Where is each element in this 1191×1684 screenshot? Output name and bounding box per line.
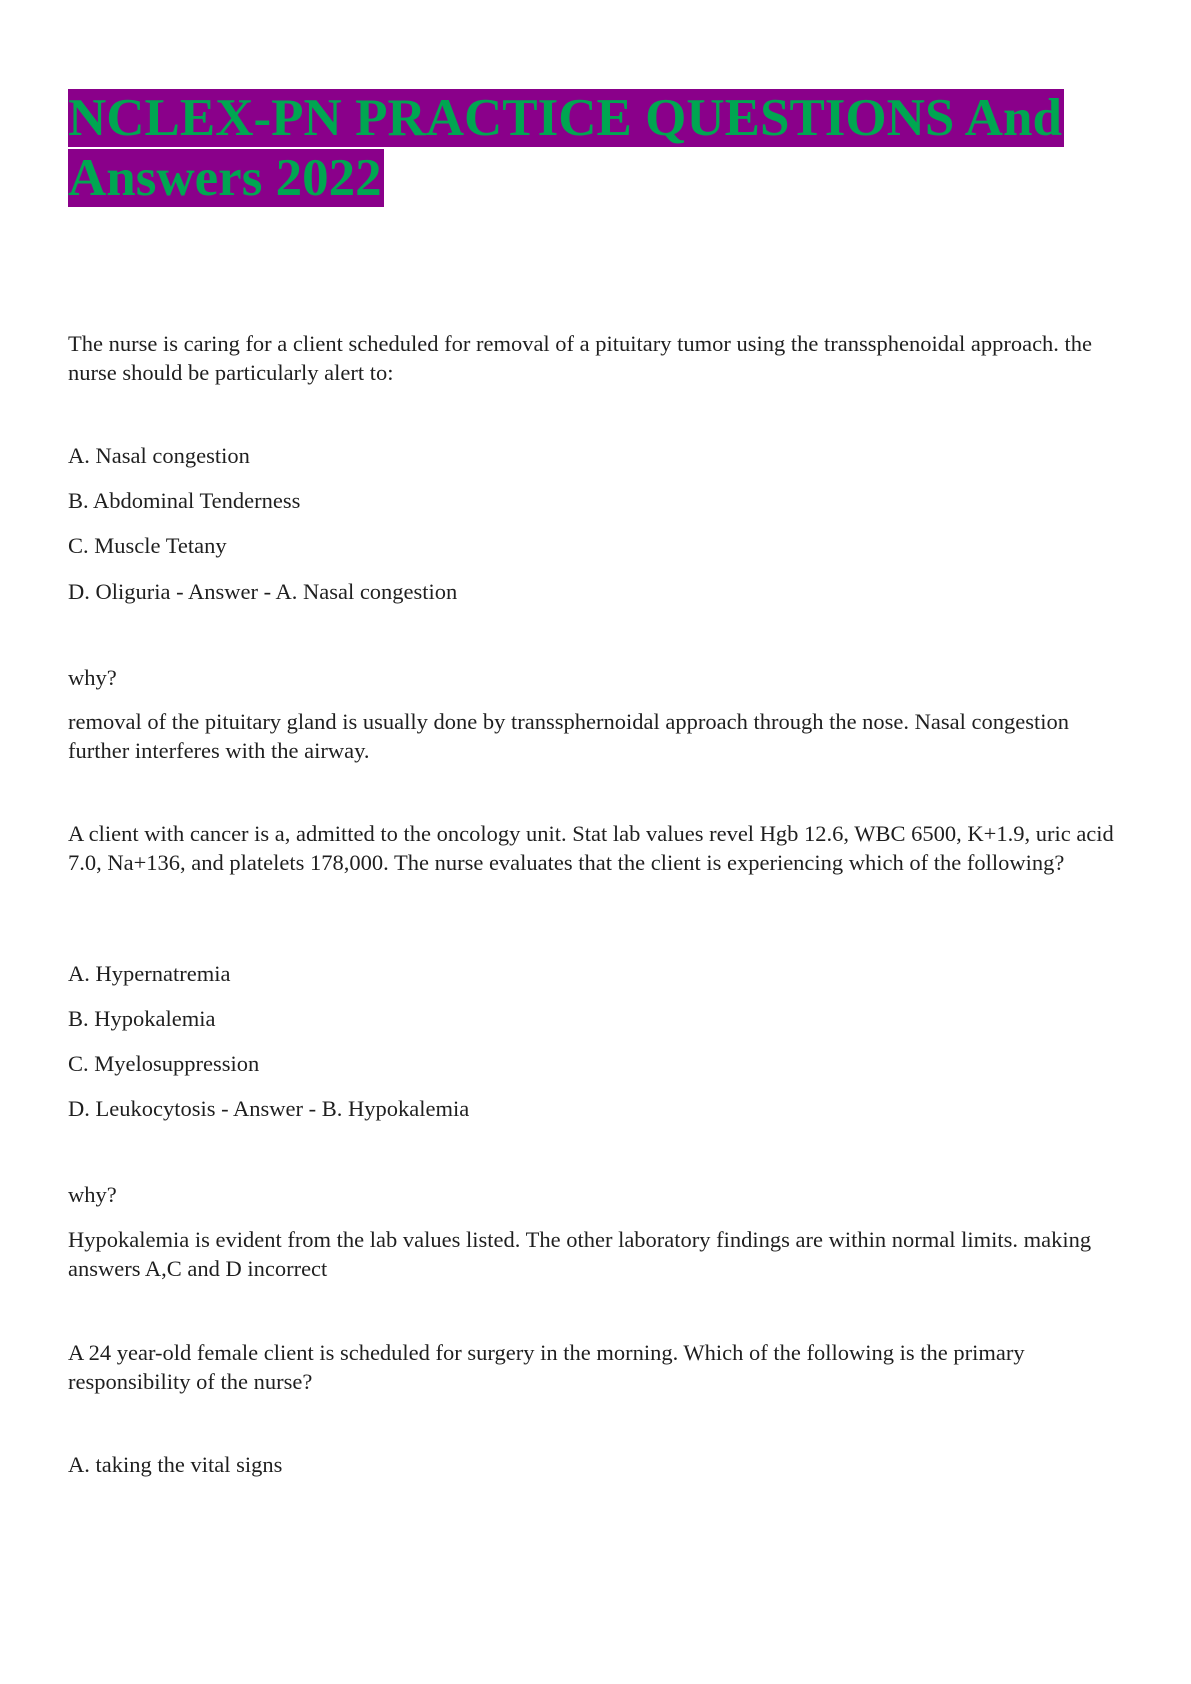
question-2-stem: A client with cancer is a, admitted to the oncology unit. Stat lab values revel Hgb 12.6, WBC 6500, K+1.9, uric acid 7.0, Na+136, and platelets 178,000. The nurse evaluates that the client is experiencing which of the following? (68, 821, 1114, 875)
document-title (68, 88, 1064, 208)
question-2-option-a: A. Hypernatremia (68, 961, 231, 986)
question-1-option-a: A. Nasal congestion (68, 443, 250, 468)
question-2-option-b: B. Hypokalemia (68, 1006, 216, 1031)
question-1-option-b: B. Abdominal Tenderness (68, 488, 301, 513)
question-2-option-c: C. Myelosuppression (68, 1051, 260, 1076)
question-3-option-a: A. taking the vital signs (68, 1452, 283, 1477)
question-1-option-c: C. Muscle Tetany (68, 533, 227, 558)
question-1-why-label: why? (68, 665, 117, 690)
question-3-stem: A 24 year-old female client is scheduled for surgery in the morning. Which of the following is the primary responsibility of the nurse? (68, 1340, 1025, 1394)
question-2-explanation: Hypokalemia is evident from the lab values listed. The other laboratory findings are within normal limits. making answers A,C and D incorrect (68, 1227, 1092, 1281)
question-2-option-d-answer: D. Leukocytosis - Answer - B. Hypokalemia (68, 1096, 470, 1121)
question-1-stem: The nurse is caring for a client scheduled for removal of a pituitary tumor using the transsphenoidal approach. the nurse should be particularly alert to: (68, 331, 1093, 385)
title-line-1: NCLEX-PN PRACTICE QUESTIONS And (68, 89, 1062, 147)
question-2-why-label: why? (68, 1182, 117, 1207)
question-1-explanation: removal of the pituitary gland is usually done by transsphernoidal approach through the nose. Nasal congestion further interferes with the airway. (68, 709, 1070, 763)
title-line-2: Answers 2022 (68, 149, 382, 207)
question-1-option-d-answer: D. Oliguria - Answer - A. Nasal congestion (68, 579, 458, 604)
